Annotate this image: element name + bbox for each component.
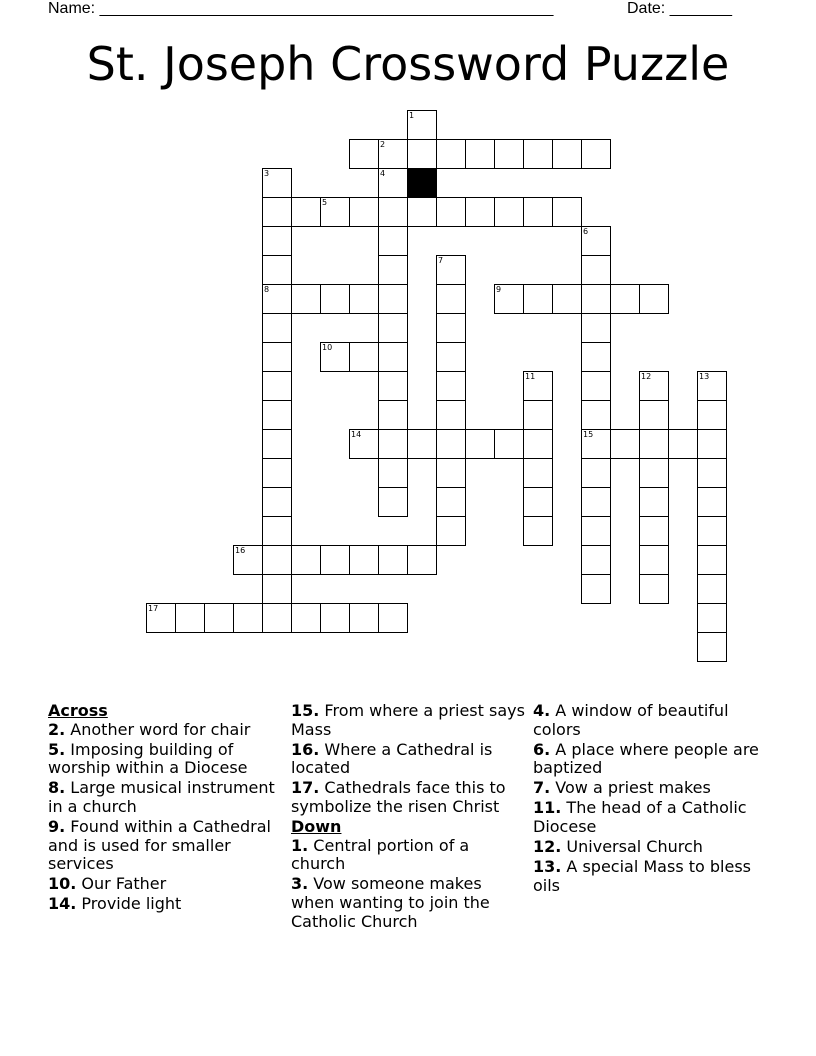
grid-cell[interactable] [552, 197, 582, 227]
clue-column-3 [533, 702, 768, 897]
grid-cell[interactable] [407, 139, 437, 169]
grid-cell[interactable] [639, 284, 669, 314]
clue-column-2 [291, 702, 526, 933]
grid-cell[interactable] [378, 487, 408, 517]
down-clue-6: 6. A place where people are baptized [533, 739, 759, 778]
grid-cell[interactable] [581, 284, 611, 314]
grid-cell[interactable] [378, 545, 408, 575]
grid-cell[interactable] [378, 400, 408, 430]
clue-number: 9 [496, 285, 502, 294]
grid-cell[interactable] [262, 516, 292, 546]
down-clue-4: 4. A window of beautiful colors [533, 701, 729, 739]
clue-number: 4 [380, 169, 386, 178]
grid-cell[interactable] [523, 458, 553, 488]
grid-cell[interactable] [581, 313, 611, 343]
grid-cell[interactable] [349, 603, 379, 633]
grid-cell[interactable] [262, 313, 292, 343]
grid-cell[interactable] [262, 255, 292, 285]
grid-cell[interactable] [262, 545, 292, 575]
grid-cell[interactable] [436, 139, 466, 169]
grid-cell[interactable] [639, 400, 669, 430]
grid-cell[interactable] [581, 226, 611, 256]
grid-cell[interactable] [262, 429, 292, 459]
grid-cell[interactable] [320, 603, 350, 633]
grid-cell[interactable] [697, 429, 727, 459]
grid-cell[interactable] [581, 458, 611, 488]
grid-cell[interactable] [523, 400, 553, 430]
grid-cell[interactable] [175, 603, 205, 633]
grid-cell[interactable] [639, 545, 669, 575]
grid-cell[interactable] [262, 371, 292, 401]
grid-cell[interactable] [262, 458, 292, 488]
grid-cell[interactable] [639, 429, 669, 459]
grid-cell[interactable] [639, 371, 669, 401]
grid-cell[interactable] [581, 545, 611, 575]
across-clue-5: 5. Imposing building of worship within a Diocese [48, 739, 248, 778]
grid-cell[interactable] [697, 516, 727, 546]
grid-cell[interactable] [552, 284, 582, 314]
grid-cell[interactable] [407, 197, 437, 227]
clue-number: 7 [438, 256, 444, 265]
grid-cell[interactable] [697, 487, 727, 517]
grid-cell[interactable] [262, 487, 292, 517]
across-clue-15: 15. From where a priest says Mass [291, 701, 525, 739]
grid-cell[interactable] [581, 371, 611, 401]
grid-cell[interactable] [697, 400, 727, 430]
grid-cell[interactable] [465, 139, 495, 169]
grid-cell[interactable] [436, 284, 466, 314]
across-clue-16: 16. Where a Cathedral is located [291, 739, 493, 778]
grid-cell[interactable] [436, 197, 466, 227]
grid-cell[interactable] [262, 197, 292, 227]
grid-cell[interactable] [436, 458, 466, 488]
grid-cell[interactable] [262, 603, 292, 633]
grid-cell[interactable] [668, 429, 698, 459]
grid-cell[interactable] [639, 516, 669, 546]
clue-number: 3 [264, 169, 270, 178]
grid-cell[interactable] [349, 284, 379, 314]
grid-cell[interactable] [610, 284, 640, 314]
grid-cell[interactable] [262, 400, 292, 430]
grid-cell[interactable] [494, 284, 524, 314]
grid-cell[interactable] [378, 139, 408, 169]
grid-cell[interactable] [233, 545, 263, 575]
across-clue-2: 2. Another word for chair [48, 719, 251, 739]
grid-cell[interactable] [407, 545, 437, 575]
grid-cell[interactable] [697, 632, 727, 662]
clue-number: 8 [264, 285, 270, 294]
grid-cell[interactable] [378, 371, 408, 401]
across-clue-14: 14. Provide light [48, 894, 182, 914]
grid-cell[interactable] [581, 400, 611, 430]
grid-cell[interactable] [581, 429, 611, 459]
clue-number: 13 [699, 372, 710, 381]
down-clue-3: 3. Vow someone makes when wanting to join the Catholic Church [291, 874, 490, 931]
grid-cell[interactable] [407, 429, 437, 459]
grid-cell[interactable] [581, 487, 611, 517]
clue-number: 6 [583, 227, 589, 236]
grid-cell[interactable] [378, 313, 408, 343]
clue-number: 1 [409, 111, 415, 120]
down-clue-7: 7. Vow a priest makes [533, 778, 711, 798]
grid-cell[interactable] [262, 342, 292, 372]
grid-cell[interactable] [639, 487, 669, 517]
clue-number: 15 [583, 430, 594, 439]
grid-cell[interactable] [581, 139, 611, 169]
puzzle-title: St. Joseph Crossword Puzzle [86, 37, 730, 91]
grid-cell[interactable] [436, 400, 466, 430]
grid-cell[interactable] [320, 545, 350, 575]
grid-cell[interactable] [494, 197, 524, 227]
down-clue-1: 1. Central portion of a church [291, 835, 470, 874]
name-field-label: Name: ___________________________________________________ [48, 0, 554, 17]
grid-cell[interactable] [378, 168, 408, 198]
grid-cell[interactable] [436, 342, 466, 372]
grid-cell[interactable] [349, 342, 379, 372]
grid-cell[interactable] [523, 371, 553, 401]
grid-cell[interactable] [378, 284, 408, 314]
grid-cell[interactable] [436, 429, 466, 459]
grid-cell[interactable] [523, 429, 553, 459]
clue-column-1 [48, 702, 283, 916]
across-clue-8: 8. Large musical instrument in a church [48, 778, 275, 816]
black-cell [407, 168, 437, 198]
grid-cell[interactable] [436, 487, 466, 517]
clue-number: 14 [351, 430, 362, 439]
date-field-label: Date: _______ [627, 0, 732, 17]
grid-cell[interactable] [494, 429, 524, 459]
down-heading: Down [291, 817, 342, 837]
across-clue-10: 10. Our Father [48, 874, 167, 894]
across-heading: Across [48, 701, 108, 720]
grid-cell[interactable] [378, 429, 408, 459]
down-clue-13: 13. A special Mass to bless oils [533, 857, 752, 895]
grid-cell[interactable] [697, 574, 727, 604]
grid-cell[interactable] [523, 197, 553, 227]
grid-cell[interactable] [262, 226, 292, 256]
grid-cell[interactable] [320, 342, 350, 372]
grid-cell[interactable] [610, 429, 640, 459]
grid-cell[interactable] [465, 429, 495, 459]
grid-cell[interactable] [436, 255, 466, 285]
grid-cell[interactable] [523, 516, 553, 546]
grid-cell[interactable] [523, 284, 553, 314]
clue-number: 2 [380, 140, 386, 149]
grid-cell[interactable] [523, 487, 553, 517]
grid-cell[interactable] [581, 574, 611, 604]
grid-cell[interactable] [581, 516, 611, 546]
across-clue-9: 9. Found within a Cathedral and is used for smaller services [48, 817, 271, 874]
grid-cell[interactable] [204, 603, 234, 633]
grid-cell[interactable] [523, 139, 553, 169]
grid-cell[interactable] [436, 371, 466, 401]
grid-cell[interactable] [378, 197, 408, 227]
grid-cell[interactable] [378, 603, 408, 633]
grid-cell[interactable] [378, 255, 408, 285]
grid-cell[interactable] [349, 545, 379, 575]
grid-cell[interactable] [262, 168, 292, 198]
grid-cell[interactable] [494, 139, 524, 169]
grid-cell[interactable] [262, 284, 292, 314]
grid-cell[interactable] [291, 197, 321, 227]
clue-number: 12 [641, 372, 652, 381]
grid-cell[interactable] [436, 313, 466, 343]
across-clue-17: 17. Cathedrals face this to symbolize the risen Christ [291, 778, 506, 816]
down-clue-11: 11. The head of a Catholic Diocese [533, 798, 747, 837]
grid-cell[interactable] [407, 110, 437, 140]
grid-cell[interactable] [291, 545, 321, 575]
grid-cell[interactable] [639, 458, 669, 488]
grid-cell[interactable] [291, 284, 321, 314]
grid-cell[interactable] [581, 255, 611, 285]
grid-cell[interactable] [465, 197, 495, 227]
grid-cell[interactable] [581, 342, 611, 372]
grid-cell[interactable] [291, 603, 321, 633]
clue-number: 11 [525, 372, 536, 381]
grid-cell[interactable] [349, 139, 379, 169]
grid-cell[interactable] [233, 603, 263, 633]
grid-cell[interactable] [436, 516, 466, 546]
grid-cell[interactable] [262, 574, 292, 604]
down-clue-12: 12. Universal Church [533, 837, 703, 857]
grid-cell[interactable] [378, 226, 408, 256]
grid-cell[interactable] [378, 458, 408, 488]
grid-cell[interactable] [320, 197, 350, 227]
grid-cell[interactable] [552, 139, 582, 169]
grid-cell[interactable] [378, 342, 408, 372]
grid-cell[interactable] [697, 458, 727, 488]
grid-cell[interactable] [349, 429, 379, 459]
clue-number: 5 [322, 198, 328, 207]
clue-number: 16 [235, 546, 246, 555]
grid-cell[interactable] [349, 197, 379, 227]
grid-cell[interactable] [697, 545, 727, 575]
clue-number: 17 [148, 604, 159, 613]
grid-cell[interactable] [639, 574, 669, 604]
clue-number: 10 [322, 343, 333, 352]
grid-cell[interactable] [697, 371, 727, 401]
grid-cell[interactable] [320, 284, 350, 314]
grid-cell[interactable] [697, 603, 727, 633]
grid-cell[interactable] [146, 603, 176, 633]
